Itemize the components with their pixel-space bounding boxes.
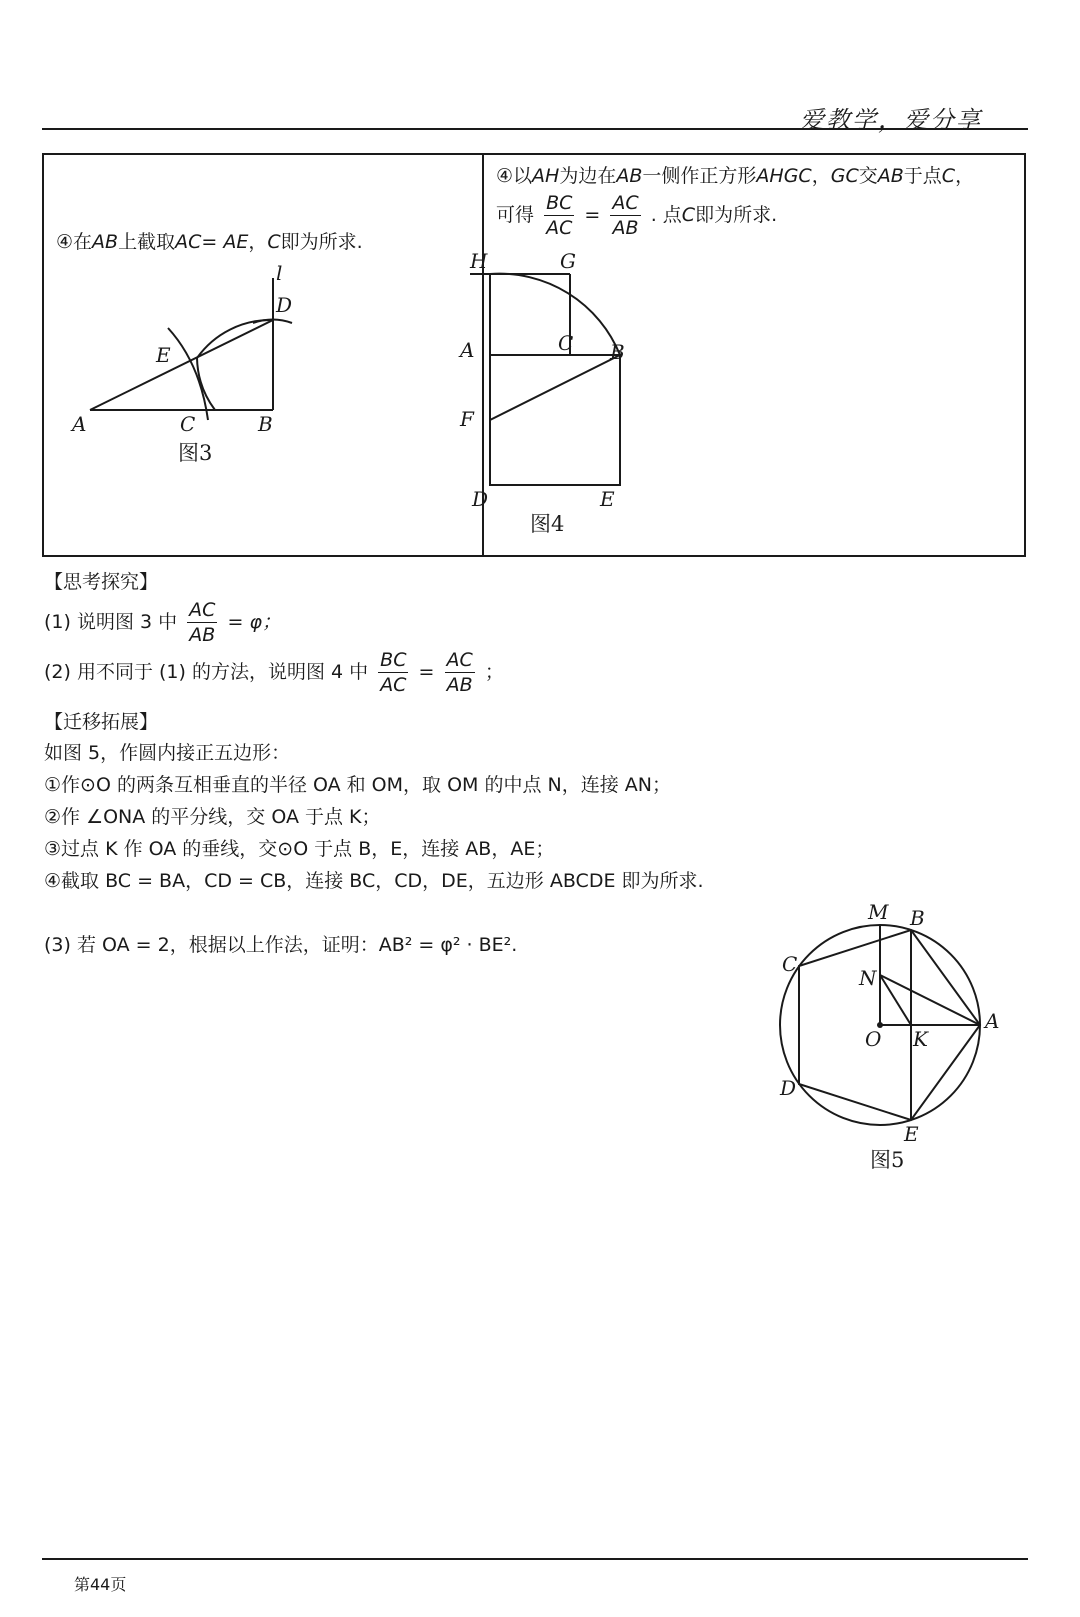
fraction-bc-ac: $\frac{BC}{AC}$ <box>546 192 573 239</box>
label-n: N <box>859 966 877 990</box>
arc-from-d <box>197 320 273 410</box>
page-number: 第44页 <box>74 1575 127 1594</box>
footer-rule <box>42 1558 1028 1560</box>
question-1: (1) 说明图 3 中 $\frac{AC}{AB}$ = φ； <box>44 599 281 646</box>
label-a: A <box>460 338 475 362</box>
figure-5 <box>770 895 1030 1185</box>
header-rule <box>42 128 1028 130</box>
extend-title: 【迁移拓展】 <box>44 711 159 733</box>
figure-3 <box>60 258 320 478</box>
extend-step-1: ①作⊙O 的两条互相垂直的半径 OA 和 OM，取 OM 的中点 N，连接 AN； <box>44 774 671 796</box>
label-c: C <box>782 952 798 976</box>
extend-intro: 如图 5，作圆内接正五边形： <box>44 742 291 764</box>
left-step-text: ④在AB上截取AC= AE，C即为所求. <box>56 231 363 253</box>
header-motto: 爱教学，爱分享 <box>800 106 982 134</box>
fraction-ac-ab: $\frac{AC}{AB}$ <box>612 192 639 239</box>
label-m: M <box>868 900 889 924</box>
right-step-line1: ④以AH为边在AB一侧作正方形AHGC，GC交AB于点C， <box>496 165 975 187</box>
label-c: C <box>558 331 574 355</box>
label-f: F <box>460 407 474 431</box>
label-b: B <box>910 906 925 930</box>
question-2: (2) 用不同于 (1) 的方法，说明图 4 中 $\frac{BC}{AC}$ = $\frac{AC}{AB}$ ； <box>44 649 504 696</box>
label-d: D <box>780 1076 797 1100</box>
extend-step-3: ③过点 K 作 OA 的垂线，交⊙O 于点 B，E，连接 AB，AE； <box>44 838 555 860</box>
label-d: D <box>472 487 489 511</box>
label-e: E <box>156 343 171 367</box>
label-k: K <box>913 1027 928 1051</box>
segment-fb <box>490 355 620 420</box>
label-c: C <box>180 412 196 436</box>
think-title: 【思考探究】 <box>44 571 159 593</box>
label-b: B <box>610 340 625 364</box>
label-h: H <box>470 249 488 273</box>
label-o: O <box>865 1027 882 1051</box>
question-3: (3) 若 OA = 2，根据以上作法，证明：AB² = φ² · BE². <box>44 934 518 956</box>
label-l: l <box>276 261 283 285</box>
caption-fig3: 图3 <box>178 441 213 465</box>
label-d: D <box>276 293 293 317</box>
figure-4 <box>460 250 680 550</box>
caption-fig5: 图5 <box>870 1148 905 1172</box>
right-step-line2: 可得 $\frac{BC}{AC}$ = $\frac{AC}{AB}$ . 点C即为所求. <box>496 192 778 239</box>
arc-through-e <box>168 328 208 420</box>
label-g: G <box>560 249 576 273</box>
extend-step-2: ②作 ∠ONA 的平分线，交 OA 于点 K； <box>44 806 381 828</box>
extend-step-4: ④截取 BC = BA，CD = CB，连接 BC，CD，DE，五边形 ABCDE 即为所求. <box>44 870 704 892</box>
label-e: E <box>904 1122 919 1146</box>
label-b: B <box>258 412 273 436</box>
label-e: E <box>600 487 615 511</box>
segment-ad <box>90 320 273 410</box>
square-abed <box>490 355 620 485</box>
arc-fb <box>490 274 620 355</box>
caption-fig4: 图4 <box>530 512 565 536</box>
label-a: A <box>985 1009 1000 1033</box>
label-a: A <box>72 412 87 436</box>
